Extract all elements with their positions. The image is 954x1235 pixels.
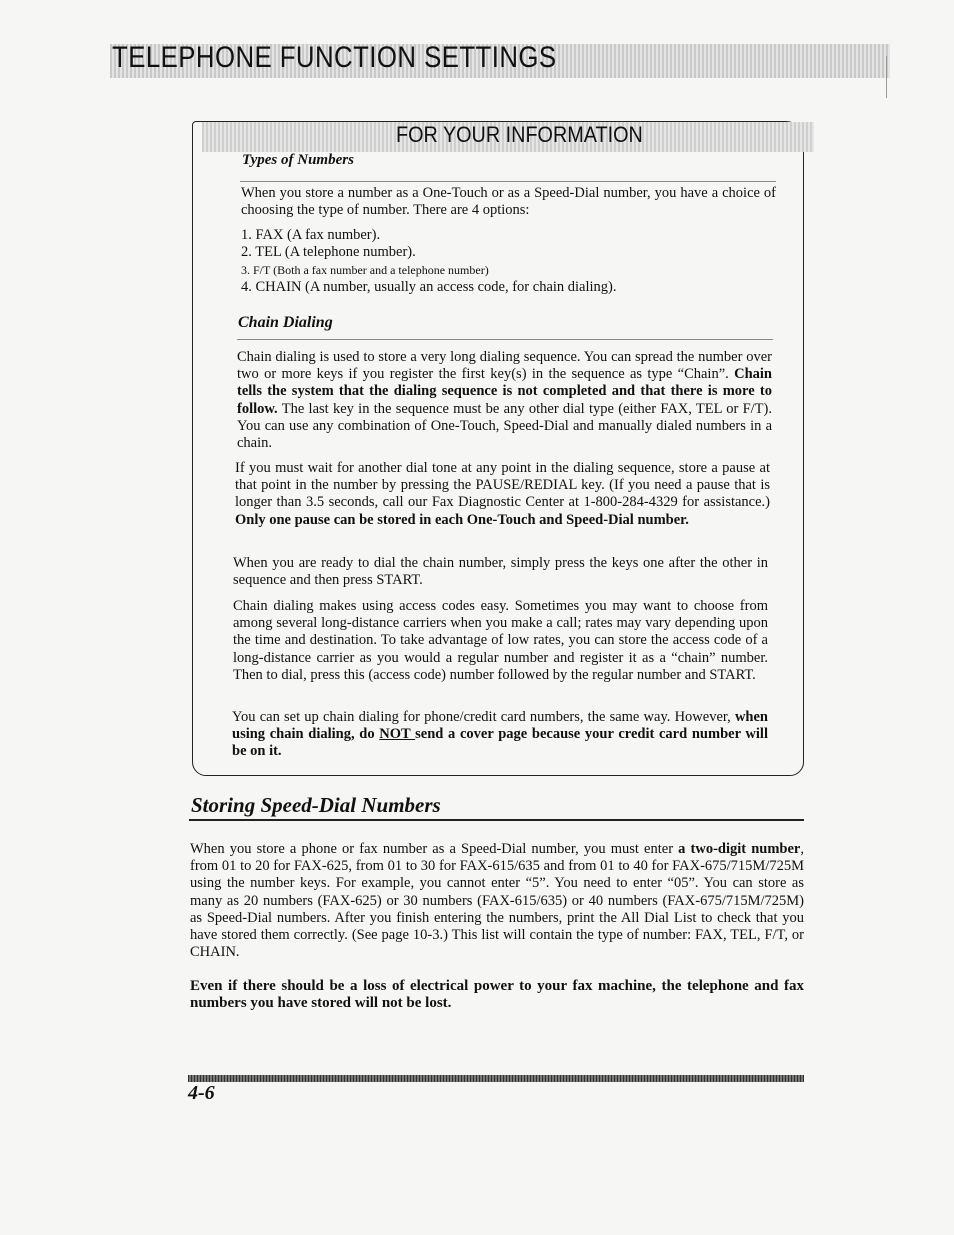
footer-band (188, 1075, 804, 1082)
chain-rule (237, 339, 773, 340)
header-edge-rule (886, 56, 887, 98)
speed-dial-paragraph: When you store a phone or fax number as a Speed-Dial number, you must enter a two-digit number, from 01 to 20 for FAX-625, from 01 to 30 for FAX-615/635 and from 01 to 40 for FAX-675/715M/725M using the number keys. For example, you cannot enter “5”. You need to enter “05”. You can store as many as 20 numbers (FAX-625) or 30 numbers (FAX-615/635) or 40 numbers (FAX-675/715M/725M) as Speed-Dial numbers. After you finish entering the numbers, print the All Dial List to check that you have stored them correctly. (See page 10-3.) This list will contain the type of number: FAX, TEL, F/T, or CHAIN. (190, 841, 804, 961)
section-title: Storing Speed-Dial Numbers (191, 793, 441, 817)
chain-paragraph-1: Chain dialing is used to store a very long dialing sequence. You can spread the number over two or more keys if you register the first key(s) in the sequence as type “Chain”. Chain tells the system that the dialing sequence is not completed and that there is more to follow. The last key in the sequence must be any other dial type (either FAX, TEL or F/T). You can use any combination of One-Touch, Speed-Dial and manually dialed numbers in a chain. (237, 349, 772, 452)
chain-paragraph-3: When you are ready to dial the chain number, simply press the keys one after the other in sequence and then press START. (233, 555, 768, 589)
list-item: 2. TEL (A telephone number). (241, 244, 416, 261)
chain-paragraph-2: If you must wait for another dial tone at any point in the dialing sequence, store a pause at that point in the number by pressing the PAUSE/REDIAL key. (If you need a pause that is longer than 3.5 seconds, call our Fax Diagnostic Center at 1-800-284-4329 for assistance.) Only one pause can be stored in each One-Touch and Speed-Dial number. (235, 460, 770, 528)
types-list (241, 227, 617, 297)
chain-paragraph-4: Chain dialing makes using access codes easy. Sometimes you may want to choose from among several long-distance carriers when you make a call; rates may vary depending upon the time and destination. To take advantage of low rates, you can store the access code of a long-distance carrier as you would a regular number and register it as a “chain” number. Then to dial, press this (access code) number followed by the regular number and START. (233, 598, 768, 683)
list-item: 1. FAX (A fax number). (241, 227, 381, 243)
chain-paragraph-5: You can set up chain dialing for phone/credit card numbers, the same way. However, when using chain dialing, do NOT send a cover page because your credit card number will be on it. (232, 709, 768, 760)
types-intro: When you store a number as a One-Touch or as a Speed-Dial number, you have a choice of choosing the type of number. There are 4 options: (241, 185, 776, 219)
chain-heading: Chain Dialing (238, 314, 333, 331)
list-item: 3. F/T (Both a fax number and a telephone number) (241, 262, 489, 277)
info-box-title: FOR YOUR INFORMATION (396, 122, 643, 147)
page-header-title: TELEPHONE FUNCTION SETTINGS (112, 41, 557, 74)
list-item: 4. CHAIN (A number, usually an access code, for chain dialing). (241, 279, 617, 296)
page-number: 4-6 (188, 1082, 215, 1104)
power-loss-note: Even if there should be a loss of electrical power to your fax machine, the telephone and fax numbers you have stored will not be lost. (190, 978, 804, 1012)
types-heading: Types of Numbers (242, 152, 354, 168)
section-rule (189, 819, 804, 821)
types-rule (240, 181, 776, 182)
